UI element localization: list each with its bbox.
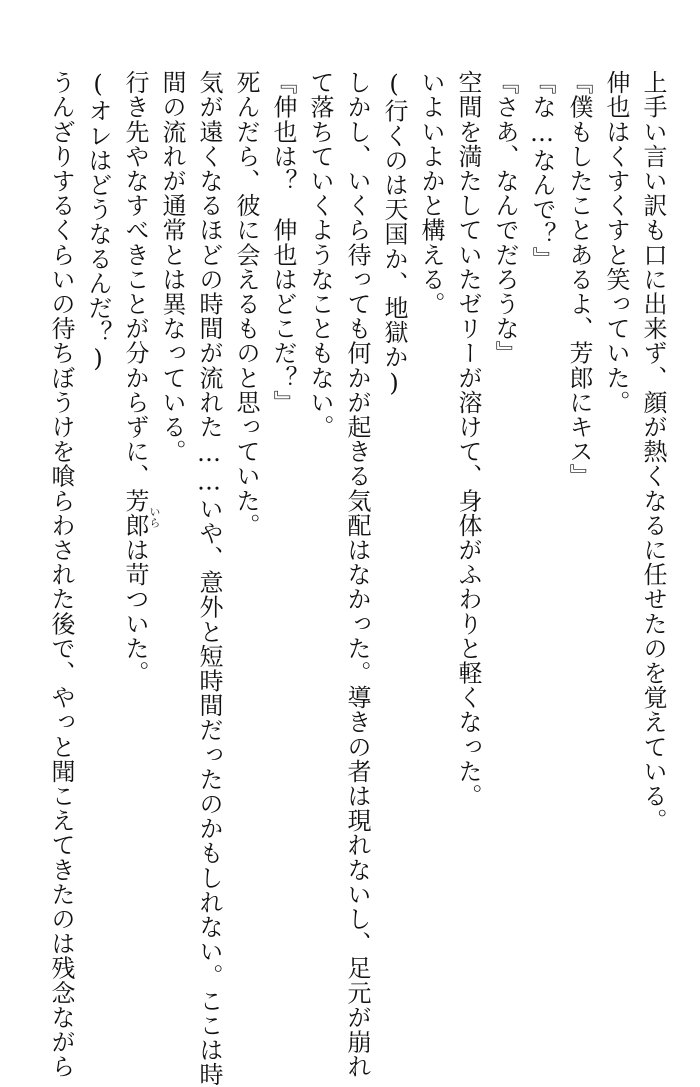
text-line-15: 行き先やなすべきことが分からずに、芳郎は苛ついた。 [121,70,149,685]
text-line-11: 『伸也は？ 伸也はどこだ？』 [269,70,297,415]
text-line-17: うんざりするくらいの待ちぼうけを喰らわされた後で、やっと聞こえてきたのは残念ながら [47,70,75,1079]
text-line-4: 『な…なんで？』 [528,70,556,271]
text-line-13: 気が遠くなるほどの時間が流れた……いや、意外と短時間だったのかもしれない。ここは時 [195,70,223,1087]
text-line-12: 死んだら、彼に会えるものと思っていた。 [232,70,260,538]
text-line-6: 空間を満たしていたゼリーが溶けて、身体がふわりと軽くなった。 [454,70,482,808]
text-line-3: 『僕もしたことあるよ、芳郎にキス』 [565,70,593,489]
text-line-9: しかし、いくら待っても何かが起きる気配はなかった。導きの者は現れないし、足元が崩れ [343,70,371,1079]
text-line-7: いよいよかと構える。 [417,70,445,316]
text-line-5: 『さあ、なんでだろうな』 [491,70,519,366]
text-line-10: て落ちていくようなこともない。 [306,70,334,439]
ruby-annotation: いら [148,506,161,528]
text-line-2: 伸也はくすくすと笑っていた。 [602,70,630,415]
text-line-16: (オレはどうなるんだ？) [84,70,112,374]
text-line-8: (行くのは天国か、地獄か) [380,70,408,398]
text-line-1: 上手い言い訳も口に出来ず、顔が熱くなるに任せたのを覚えている。 [639,70,667,833]
text-line-14: 間の流れが通常とは異なっている。 [158,70,186,464]
